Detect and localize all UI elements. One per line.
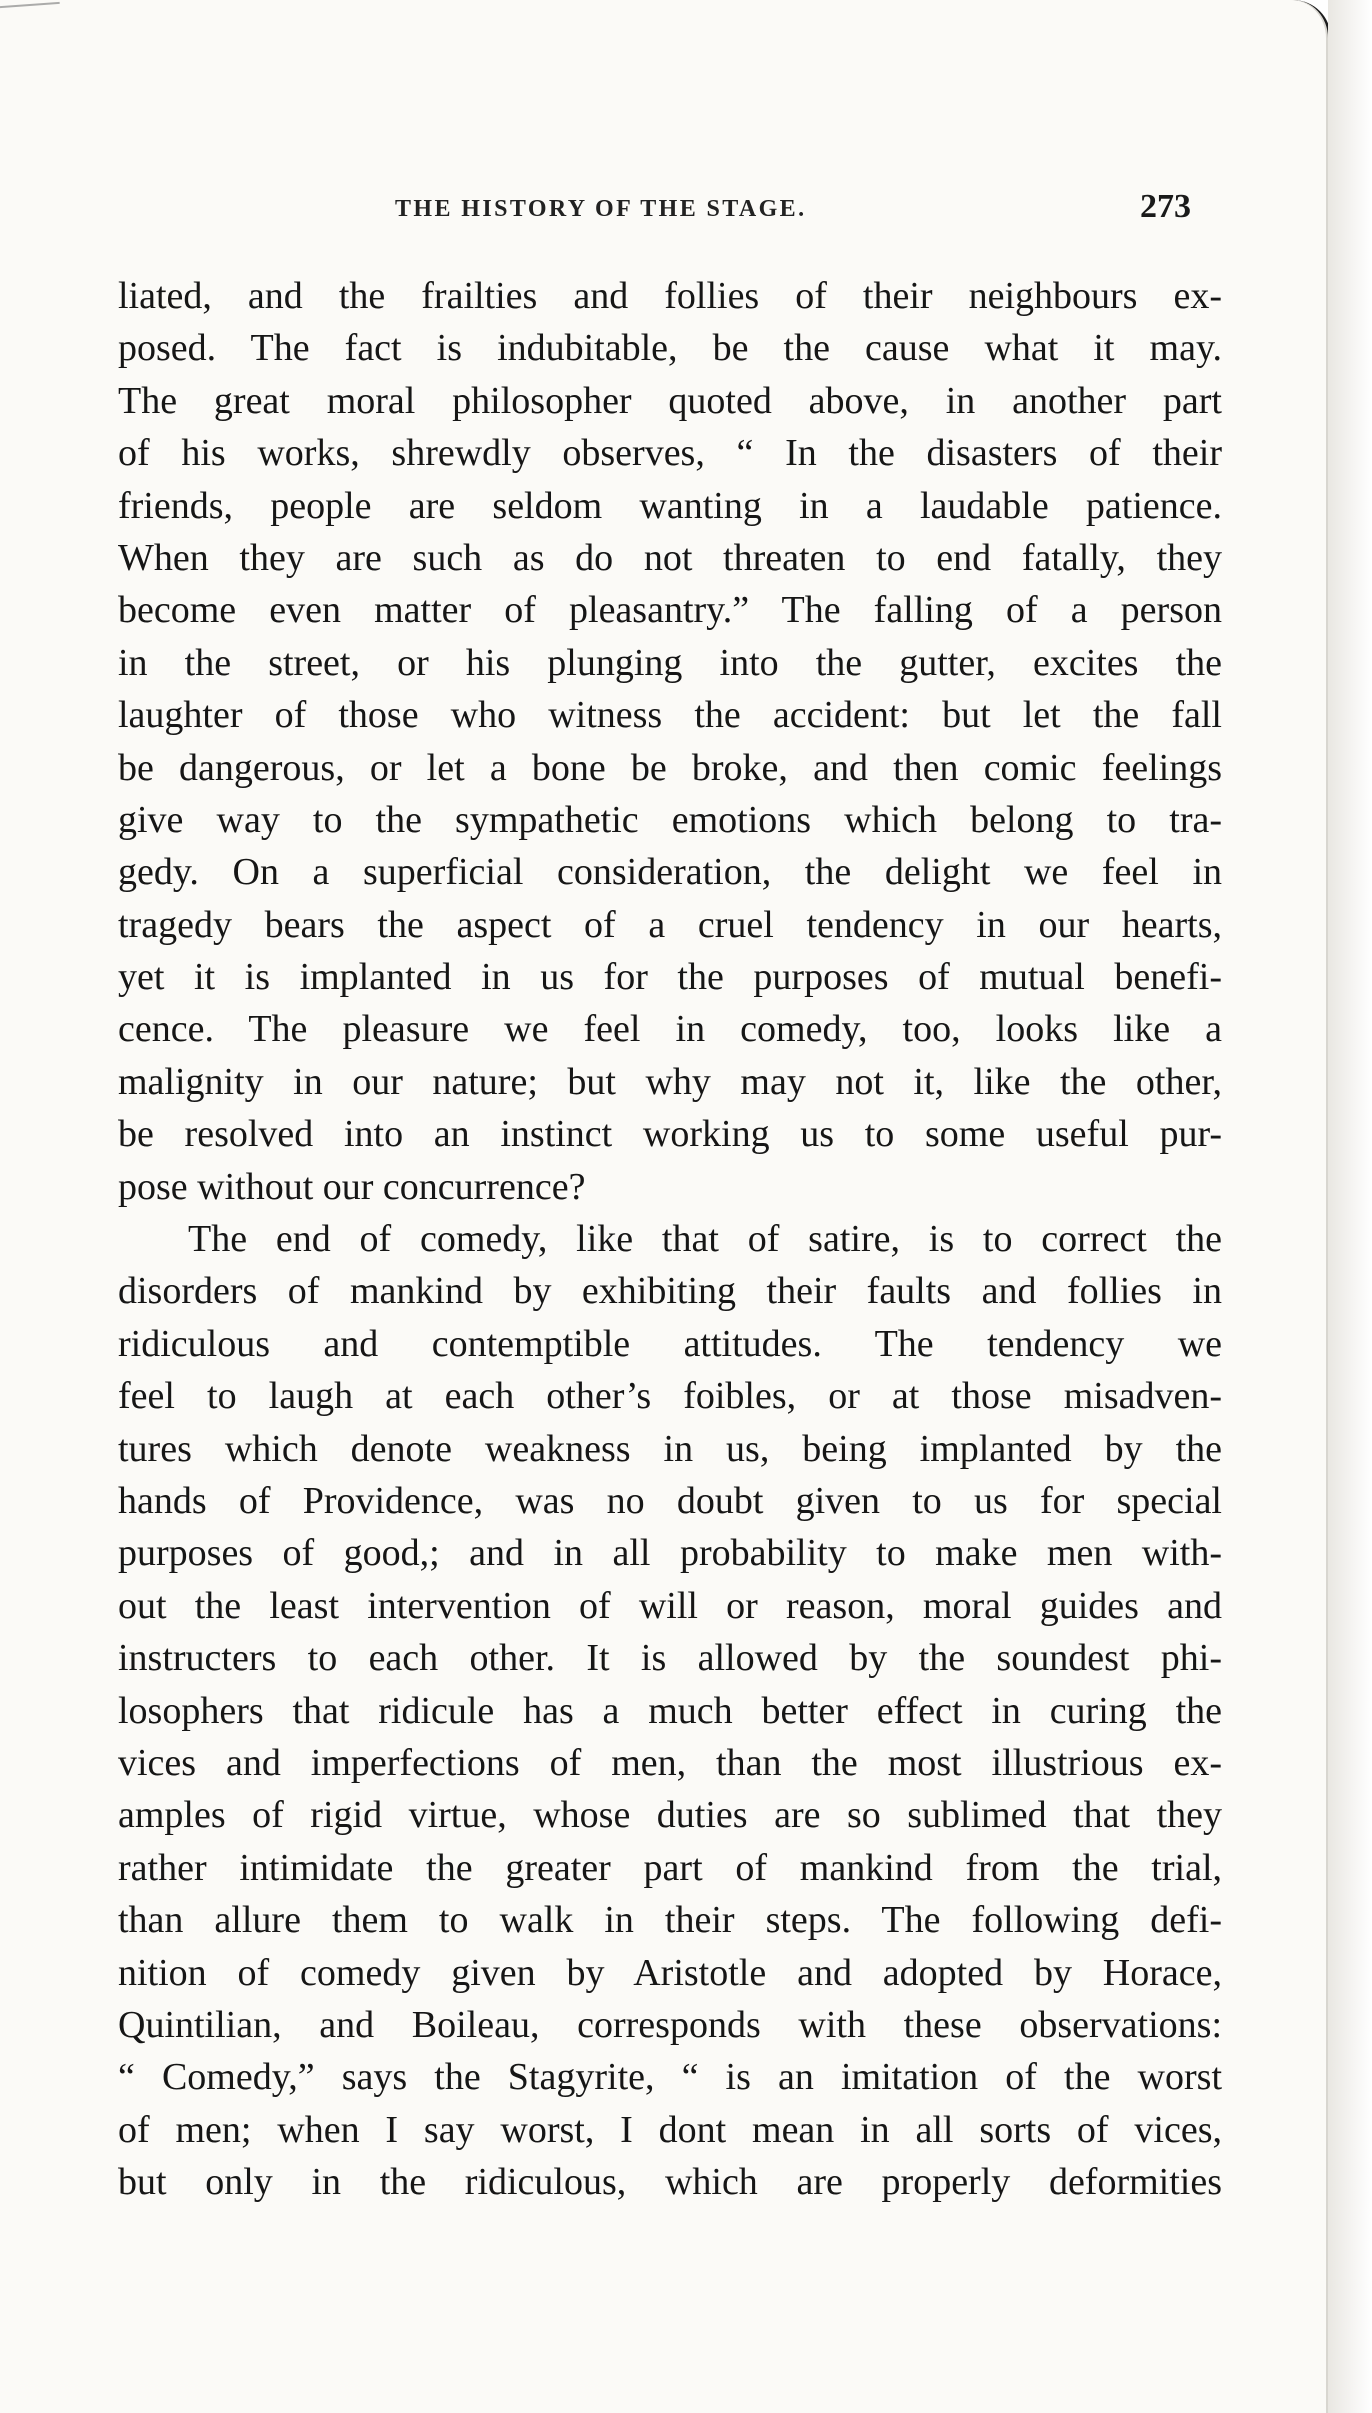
page-edge-shadow [1328,0,1372,2413]
text-line: than allure them to walk in their steps. The following defi- [118,1899,1222,1942]
text-line: cence. The pleasure we feel in comedy, too, looks like a [118,1008,1222,1051]
text-line: amples of rigid virtue, whose duties are so sublimed that they [118,1794,1222,1837]
text-line: “ Comedy,” says the Stagyrite, “ is an imitation of the worst [118,2056,1222,2099]
text-line: give way to the sympathetic emotions which belong to tra- [118,798,1222,841]
text-line: The end of comedy, like that of satire, is to correct the [188,1218,1222,1261]
text-line: laughter of those who witness the accident: but let the fall [118,694,1222,737]
running-head: THE HISTORY OF THE STAGE. [395,196,807,222]
text-line: of his works, shrewdly observes, “ In the disasters of their [118,432,1222,475]
text-line: of men; when I say worst, I dont mean in all sorts of vices, [118,2108,1222,2151]
text-line: disorders of mankind by exhibiting their faults and follies in [118,1270,1222,1313]
text-line: but only in the ridiculous, which are properly deformities [118,2161,1222,2204]
text-line: nition of comedy given by Aristotle and adopted by Horace, [118,1951,1222,1994]
text-line: out the least intervention of will or reason, moral guides and [118,1584,1222,1627]
text-line: instructers to each other. It is allowed by the soundest phi- [118,1637,1222,1680]
body-text [118,270,1222,2208]
text-line: losophers that ridicule has a much better effect in curing the [118,1689,1222,1732]
text-line: tures which denote weakness in us, being implanted by the [118,1427,1222,1470]
text-line: rather intimidate the greater part of mankind from the trial, [118,1846,1222,1889]
text-line: be dangerous, or let a bone be broke, and then comic feelings [118,746,1222,789]
text-line: Quintilian, and Boileau, corresponds with these observations: [118,2003,1222,2046]
text-line: gedy. On a superficial consideration, the delight we feel in [118,851,1222,894]
text-line: in the street, or his plunging into the gutter, excites the [118,641,1222,684]
text-line: pose without our concurrence? [118,1165,586,1208]
text-line: vices and imperfections of men, than the most illustrious ex- [118,1741,1222,1784]
text-line: feel to laugh at each other’s foibles, or at those misadven- [118,1375,1222,1418]
text-line: become even matter of pleasantry.” The falling of a person [118,589,1222,632]
page-number: 273 [1140,188,1191,225]
page-corner-mark [0,2,60,16]
text-line: tragedy bears the aspect of a cruel tendency in our hearts, [118,903,1222,946]
text-line: ridiculous and contemptible attitudes. The tendency we [118,1322,1222,1365]
text-line: When they are such as do not threaten to end fatally, they [118,536,1222,579]
text-line: liated, and the frailties and follies of their neighbours ex- [118,275,1222,317]
text-line: purposes of good,; and in all probability to make men with- [118,1532,1222,1575]
text-line: The great moral philosopher quoted above, in another part [118,379,1222,422]
text-line: posed. The fact is indubitable, be the cause what it may. [118,327,1222,370]
text-line: yet it is implanted in us for the purposes of mutual benefi- [118,956,1222,999]
text-line: malignity in our nature; but why may not it, like the other, [118,1060,1222,1103]
text-line: friends, people are seldom wanting in a laudable patience. [118,484,1222,527]
text-line: hands of Providence, was no doubt given to us for special [118,1479,1222,1522]
text-line: be resolved into an instinct working us to some useful pur- [118,1113,1222,1156]
